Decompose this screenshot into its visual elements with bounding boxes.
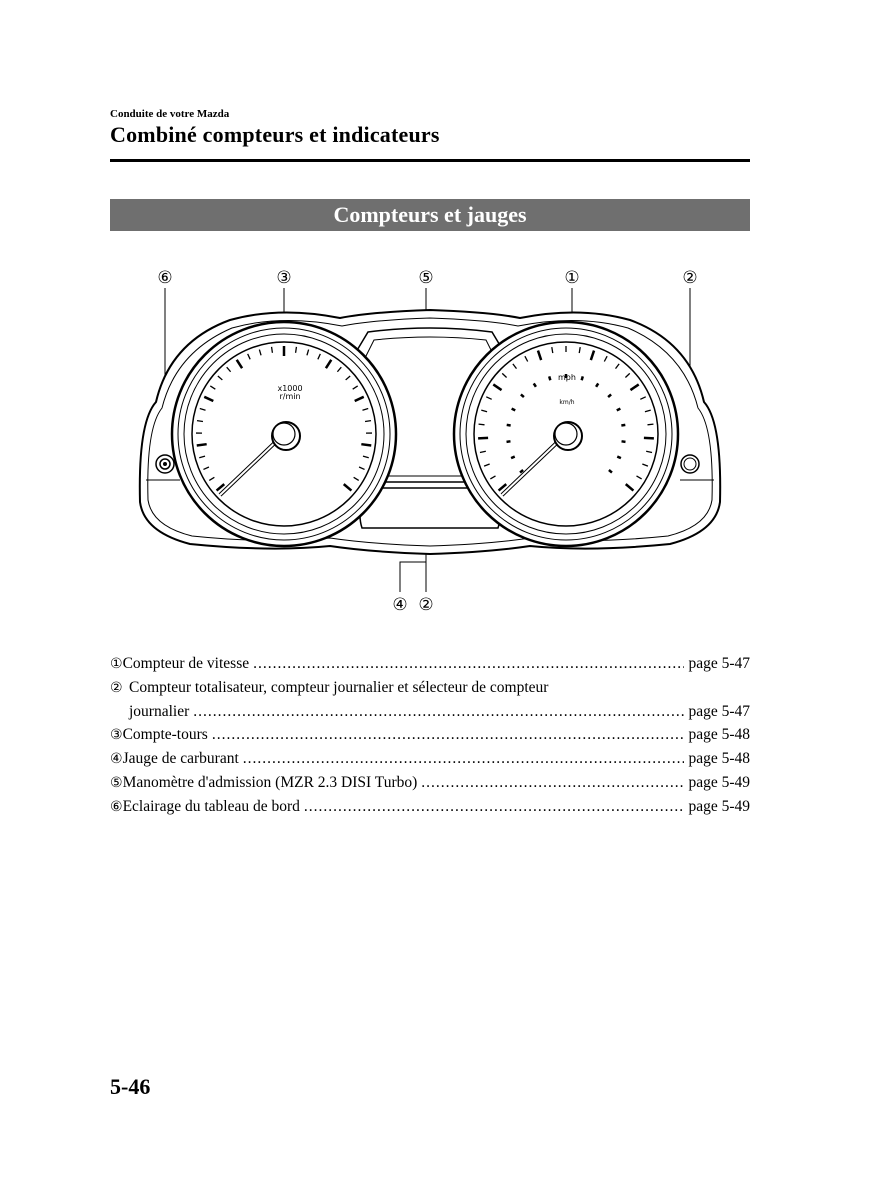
tachometer-unit-bottom: r/min xyxy=(279,392,301,401)
toc-item-page: page 5-47 xyxy=(688,703,750,720)
toc-item-page: page 5-48 xyxy=(688,726,750,743)
toc-item-number: ② xyxy=(110,680,123,696)
tachometer-unit-top: x1000 xyxy=(277,384,303,393)
callout-4: ④ xyxy=(392,595,408,615)
page-title: Combiné compteurs et indicateurs xyxy=(110,122,440,147)
toc-item xyxy=(110,747,750,771)
toc-item-label-continued: journalier xyxy=(129,703,190,720)
toc-leader-dots xyxy=(243,747,685,770)
gauge-tick xyxy=(512,409,516,411)
toc-item-number: ⑤ xyxy=(110,775,123,791)
callout-1: ① xyxy=(564,268,580,288)
callout-2-bottom: ② xyxy=(418,595,434,615)
header-rule xyxy=(110,159,750,162)
toc-item-number: ① xyxy=(110,656,123,672)
gauge-tick xyxy=(507,425,511,426)
gauge-tick xyxy=(617,409,621,411)
toc-item-page: page 5-48 xyxy=(688,750,750,767)
toc-item-page: page 5-47 xyxy=(688,655,750,672)
gauge-tick xyxy=(507,441,511,442)
gauge-tick xyxy=(511,457,515,459)
section-title-bar: Compteurs et jauges xyxy=(110,199,750,231)
toc-item xyxy=(110,676,750,700)
toc-item-number: ④ xyxy=(110,751,123,767)
toc-leader-dots xyxy=(212,723,685,746)
callout-2: ② xyxy=(682,268,698,288)
gauge-tick xyxy=(582,376,583,380)
speedometer-unit: mph xyxy=(558,373,576,382)
callout-5: ⑤ xyxy=(418,268,434,288)
gauge-tick xyxy=(549,376,550,380)
toc-leader-dots xyxy=(253,652,684,675)
toc-item-label: Compteur totalisateur, compteur journalier et sélecteur de compteur xyxy=(129,679,549,696)
toc-item xyxy=(110,795,750,819)
instrument-cluster-diagram xyxy=(110,262,750,620)
gauge-tick xyxy=(296,347,297,353)
gauge-tick xyxy=(197,421,203,422)
toc-list xyxy=(110,652,750,819)
gauge-tick xyxy=(647,424,653,425)
toc-leader-dots xyxy=(304,795,685,818)
toc-item xyxy=(110,723,750,747)
header-section-label: Conduite de votre Mazda xyxy=(110,108,230,120)
toc-item-label: Compte-tours xyxy=(122,726,208,743)
odometer-selector-knob xyxy=(681,455,699,473)
illumination-knob xyxy=(156,455,174,473)
gauge-tick xyxy=(621,425,625,426)
toc-item-number: ⑥ xyxy=(110,799,123,815)
gauge-tick xyxy=(479,424,485,425)
toc-item-label: Manomètre d'admission (MZR 2.3 DISI Turbo) xyxy=(122,774,418,791)
speedometer xyxy=(454,322,678,546)
toc-item xyxy=(110,652,750,676)
toc-item xyxy=(110,771,750,795)
gauge-tick xyxy=(622,441,626,442)
gauge-tick xyxy=(365,421,371,422)
toc-item-label: Compteur de vitesse xyxy=(122,655,250,672)
toc-leader-dots xyxy=(421,771,684,794)
gauge-tick xyxy=(361,444,371,445)
toc-item-continued xyxy=(110,700,750,723)
toc-item-page: page 5-49 xyxy=(688,774,750,791)
toc-item-page: page 5-49 xyxy=(688,798,750,815)
toc-item-number: ③ xyxy=(110,727,123,743)
callout-6: ⑥ xyxy=(157,268,173,288)
toc-leader-dots xyxy=(193,700,684,723)
page-number: 5-46 xyxy=(110,1074,151,1099)
toc-item-label: Eclairage du tableau de bord xyxy=(122,798,300,815)
callout-3: ③ xyxy=(276,268,292,288)
tachometer xyxy=(172,322,396,546)
gauge-tick xyxy=(197,444,207,445)
gauge-tick xyxy=(617,457,621,459)
toc-item-label: Jauge de carburant xyxy=(122,750,239,767)
gauge-tick xyxy=(272,347,273,353)
speedometer-sub-unit: km/h xyxy=(559,399,575,406)
